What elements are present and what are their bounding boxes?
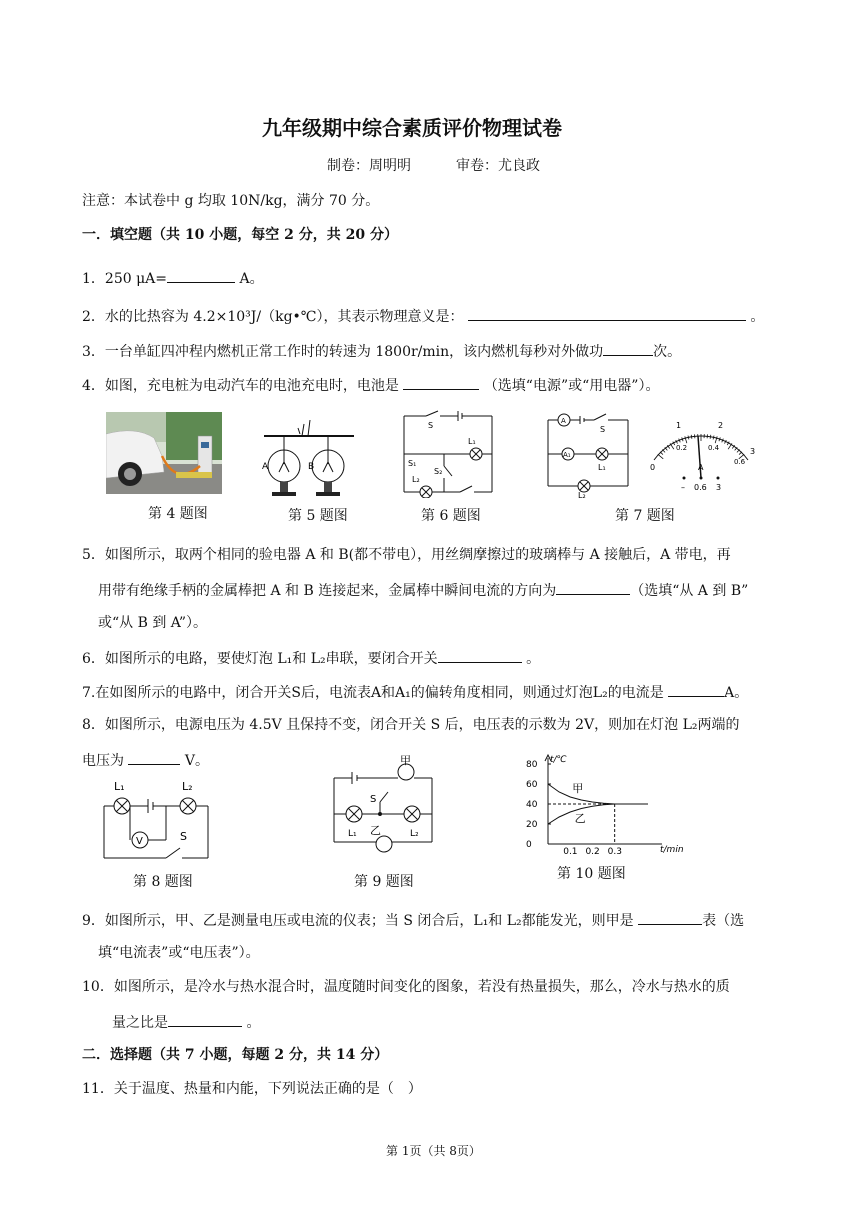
meter-tick-1: 1 [676, 421, 682, 430]
fig10-y-tick-label: 60 [526, 780, 538, 790]
fig10-x-tick-label: 0.2 [585, 847, 600, 856]
fig9-label-L2: L₂ [410, 829, 419, 839]
fig8-label-L2: L₂ [182, 780, 193, 793]
q7-text: 7.在如图所示的电路中，闭合开关S后，电流表A和A₁的偏转角度相同，则通过灯泡L₂的电流是 [82, 685, 664, 701]
q5-answer-blank[interactable] [556, 580, 630, 595]
fig9-label-L1: L₁ [348, 829, 357, 839]
fig6-circuit [400, 410, 496, 498]
fig8-caption: 第 8 题图 [133, 874, 193, 890]
fig9-label-S: S [370, 794, 377, 805]
section-heading-choice: 二．选择题（共 7 小题，每题 2 分，共 14 分） [82, 1047, 389, 1063]
fig10-y-tick-label: 0 [526, 840, 532, 850]
reviewer-line: 审卷：尤良政 [456, 158, 540, 174]
author-line: 制卷：周明明 [327, 158, 411, 174]
fig6-caption: 第 6 题图 [421, 508, 481, 524]
q5-text: 用带有绝缘手柄的金属棒把 A 和 B 连接起来，金属棒中瞬间电流的方向为 [98, 583, 557, 599]
fig7-label-L1: L₁ [598, 463, 606, 472]
meter-tick-02: 0.2 [676, 444, 688, 452]
q7-unit: A。 [724, 685, 749, 701]
q2-text: 2．水的比热容为 4.2×10³J/（kg•℃），其表示物理意义是： [82, 309, 464, 325]
meter-scale-tick [713, 436, 714, 440]
fig9-circuit [330, 752, 436, 860]
fig4-caption: 第 4 题图 [148, 506, 208, 522]
ammeter-dial [640, 412, 762, 494]
meter-terminal-3: 3 [716, 483, 722, 492]
fig9-label-yi: 乙 [370, 824, 381, 837]
meter-terminal-06: 0.6 [694, 483, 707, 492]
question-10-line2 [112, 1012, 260, 1032]
fig7-label-S: S [600, 425, 606, 434]
meter-scale-tick [658, 454, 663, 458]
fig10-ylabel: t/℃ [550, 755, 567, 765]
fig8-label-L1: L₁ [114, 780, 125, 793]
q6-answer-blank[interactable] [438, 648, 522, 663]
meter-tick-04: 0.4 [708, 444, 720, 452]
question-9-line2: 填“电流表”或“电压表”）。 [98, 945, 260, 961]
question-4 [82, 375, 659, 395]
q1-text: 1．250 μA= [82, 271, 168, 287]
q4-end: （选填“电源”或“用电器”）。 [483, 378, 660, 394]
fig10-y-tick-label: 20 [526, 820, 538, 830]
fig7-label-A1: A₁ [563, 451, 571, 459]
question-2 [82, 306, 764, 326]
fig6-label-L2: L₂ [412, 475, 420, 484]
q8-answer-blank[interactable] [128, 750, 180, 765]
q10-text: 量之比是 [112, 1015, 168, 1031]
fig6-label-L1: L₁ [468, 437, 476, 446]
fig10-temperature-chart [522, 752, 702, 856]
page-footer: 第 1页（共 8页） [386, 1144, 481, 1158]
fig10-series-label-jia: 甲 [572, 782, 584, 795]
fig7-caption: 第 7 题图 [615, 508, 675, 524]
meter-scale-tick [710, 435, 711, 439]
meter-scale-tick [691, 435, 692, 439]
question-8-line2 [82, 750, 209, 770]
question-5-line2 [98, 580, 748, 600]
fig9-caption: 第 9 题图 [354, 874, 414, 890]
meter-terminal-minus: – [681, 483, 685, 492]
fig5-label-B: B [308, 462, 315, 472]
fig5-electroscopes [258, 416, 358, 500]
meter-scale-tick [688, 436, 689, 440]
q10-end: 。 [246, 1015, 261, 1031]
question-6 [82, 648, 540, 668]
fig10-xlabel: t/min [660, 845, 684, 855]
fig6-label-S: S [428, 421, 434, 430]
fig10-y-tick-label: 80 [526, 760, 538, 770]
fig10-series-label-yi: 乙 [574, 812, 586, 825]
fig8-label-S: S [180, 830, 187, 843]
fig10-x-tick-label: 0.3 [607, 847, 622, 856]
q3-answer-blank[interactable] [603, 341, 653, 356]
meter-scale-tick [739, 452, 742, 455]
fig7-label-L2: L₂ [578, 491, 586, 498]
fig8-label-V: V [136, 836, 143, 847]
q2-end: 。 [750, 309, 765, 325]
q3-end: 次。 [653, 344, 682, 360]
fig10-caption: 第 10 题图 [557, 866, 626, 882]
fig10-series-line-0 [548, 784, 648, 804]
q3-text: 3．一台单缸四冲程内燃机正常工作时的转速为 1800r/min，该内燃机每秒对外做功 [82, 344, 604, 360]
fig10-y-tick-label: 40 [526, 800, 538, 810]
question-9-line1 [82, 910, 744, 930]
q8-text: 电压为 [82, 753, 124, 769]
fig8-circuit [100, 772, 212, 862]
question-7 [82, 682, 748, 702]
page-title: 九年级期中综合素质评价物理试卷 [262, 116, 562, 140]
meter-tick-0: 0 [650, 463, 656, 472]
section-heading-fill: 一．填空题（共 10 小题，每空 2 分，共 20 分） [82, 227, 398, 243]
q9-text: 9．如图所示，甲、乙是测量电压或电流的仪表；当 S 闭合后，L₁和 L₂都能发光，则甲是 [82, 913, 634, 929]
fig6-label-S2: S₂ [434, 467, 443, 476]
fig10-x-tick-label: 0.1 [563, 847, 578, 856]
question-3 [82, 341, 681, 361]
question-8-line1: 8．如图所示，电源电压为 4.5V 且保持不变，闭合开关 S 后，电压表的示数为 2V，则加在灯泡 L₂两端的 [82, 717, 740, 733]
fig6-label-S1: S₁ [408, 459, 417, 468]
q7-answer-blank[interactable] [668, 682, 724, 697]
meter-tick-2: 2 [718, 421, 724, 430]
meter-tick-3: 3 [750, 447, 756, 456]
question-10-line1: 10．如图所示，是冷水与热水混合时，温度随时间变化的图象，若没有热量损失，那么，冷水与热水的质 [82, 979, 730, 995]
fig9-label-jia: 甲 [400, 754, 411, 767]
q10-answer-blank[interactable] [168, 1012, 242, 1027]
question-1 [82, 268, 264, 288]
q4-text: 4．如图，充电桩为电动汽车的电池充电时，电池是 [82, 378, 399, 394]
fig7-label-A: A [561, 417, 566, 425]
q6-end: 。 [526, 651, 541, 667]
question-11: 11．关于温度、热量和内能，下列说法正确的是（ ） [82, 1081, 422, 1097]
fig4-charging-photo [106, 412, 222, 494]
q2-answer-blank[interactable] [468, 306, 746, 321]
meter-tick-06: 0.6 [734, 458, 746, 466]
q4-answer-blank[interactable] [403, 375, 479, 390]
meter-scale-tick [660, 452, 663, 455]
fig5-label-A: A [262, 462, 269, 472]
q8-unit: V。 [184, 753, 210, 769]
q6-text: 6．如图所示的电路，要使灯泡 L₁和 L₂串联，要闭合开关 [82, 651, 438, 667]
question-5-line1: 5．如图所示，取两个相同的验电器 A 和 B(都不带电），用丝绸摩擦过的玻璃棒与 A 接触后，A 带电，再 [82, 547, 731, 563]
meter-unit: A [698, 463, 704, 472]
exam-note: 注意：本试卷中 g 均取 10N/kg，满分 70 分。 [82, 193, 380, 209]
fig7-circuit [546, 410, 632, 498]
fig5-caption: 第 5 题图 [288, 508, 348, 524]
q5-options: （选填“从 A 到 B” [630, 583, 749, 599]
q9-answer-blank[interactable] [638, 910, 702, 925]
q9-end: 表（选 [702, 913, 745, 929]
q1-unit: A。 [239, 271, 264, 287]
q1-answer-blank[interactable] [167, 268, 235, 283]
question-5-line3: 或“从 B 到 A”）。 [98, 615, 208, 631]
